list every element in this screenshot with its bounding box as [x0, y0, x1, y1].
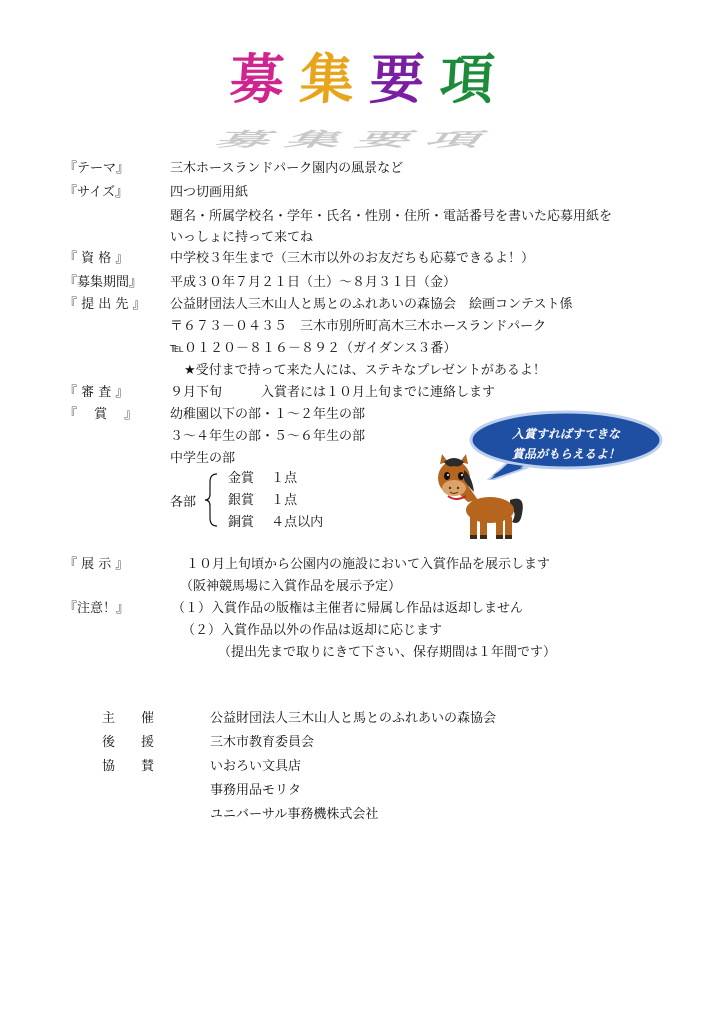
sponsor-3: ユニバーサル事務機株式会社 [210, 807, 379, 822]
period-label: 『募集期間』 [64, 275, 143, 290]
horse-icon [430, 452, 530, 544]
title-char-1: 募 [227, 48, 303, 111]
size-label: 『サイズ』 [64, 185, 128, 200]
award-gold: 金賞 １点 [228, 471, 298, 486]
period-value: 平成３０年７月２１日（土）～８月３１日（金） [170, 275, 457, 290]
award-label: 『 賞 』 [64, 407, 138, 422]
submit-line-3: ℡０１２０－８１６－８９２（ガイダンス３番） [170, 341, 457, 356]
sponsor-label: 協 賛 [102, 759, 155, 774]
support-value: 三木市教育委員会 [210, 735, 315, 750]
submit-line-2: 〒６７３－０４３５ 三木市別所町高木三木ホースランドパーク [170, 319, 547, 334]
eligibility-value: 中学校３年生まで（三木市以外のお友だちも応募できるよ！） [170, 251, 535, 266]
award-division-2: ３～４年生の部・５～６年生の部 [170, 429, 366, 444]
theme-label: 『テーマ』 [64, 161, 130, 176]
judging-label: 『 審 査 』 [64, 385, 129, 400]
support-label: 後 援 [102, 735, 155, 750]
submit-label: 『 提 出 先 』 [64, 297, 146, 312]
size-note-2: いっしょに持って来てね [170, 230, 314, 245]
sponsor-2: 事務用品モリタ [210, 783, 302, 798]
brace-icon [204, 472, 218, 528]
award-bronze: 銅賞 ４点以内 [228, 515, 324, 530]
award-division-3: 中学生の部 [170, 451, 236, 466]
title-shadow: 募集要項 [209, 128, 509, 151]
host-label: 主 催 [102, 711, 155, 726]
speech-bubble-line-2: 賞品がもらえるよ！ [511, 447, 620, 461]
eligibility-label: 『 資 格 』 [64, 251, 129, 266]
submit-line-4: ★受付まで持って来た人には、ステキなプレゼントがあるよ！ [184, 363, 546, 378]
host-value: 公益財団法人三木山人と馬とのふれあいの森協会 [210, 711, 497, 726]
size-note-1: 題名・所属学校名・学年・氏名・性別・住所・電話番号を書いた応募用紙を [170, 209, 613, 224]
judging-value: ９月下旬 入賞者には１０月上旬までに連絡します [170, 385, 496, 400]
caution-line-3: （提出先まで取りにきて下さい、保存期間は１年間です） [218, 645, 557, 660]
title-char-3: 要 [367, 48, 443, 111]
exhibit-label: 『 展 示 』 [64, 557, 129, 572]
size-value: 四つ切画用紙 [170, 185, 249, 200]
theme-value: 三木ホースランドパーク園内の風景など [170, 161, 404, 176]
title-char-2: 集 [297, 48, 373, 111]
exhibit-line-2: （阪神競馬場に入賞作品を展示予定） [180, 579, 402, 594]
page-title [227, 48, 513, 111]
speech-bubble-line-1: 入賞すればすてきな [511, 427, 621, 441]
title-banner [0, 38, 724, 151]
title-char-4: 項 [437, 48, 513, 111]
caution-label: 『注意！』 [64, 601, 130, 616]
award-division-1: 幼稚園以下の部・１～２年生の部 [170, 407, 366, 422]
submit-line-1: 公益財団法人三木山人と馬とのふれあいの森協会 絵画コンテスト係 [170, 297, 573, 312]
sponsor-1: いおろい文具店 [210, 759, 302, 774]
exhibit-line-1: １０月上旬頃から公園内の施設において入賞作品を展示します [186, 557, 551, 572]
caution-line-1: （１）入賞作品の版権は主催者に帰属し作品は返却しません [172, 601, 524, 616]
award-each-label: 各部 [170, 495, 197, 510]
caution-line-2: （２）入賞作品以外の作品は返却に応じます [182, 623, 443, 638]
award-silver: 銀賞 １点 [228, 493, 298, 508]
